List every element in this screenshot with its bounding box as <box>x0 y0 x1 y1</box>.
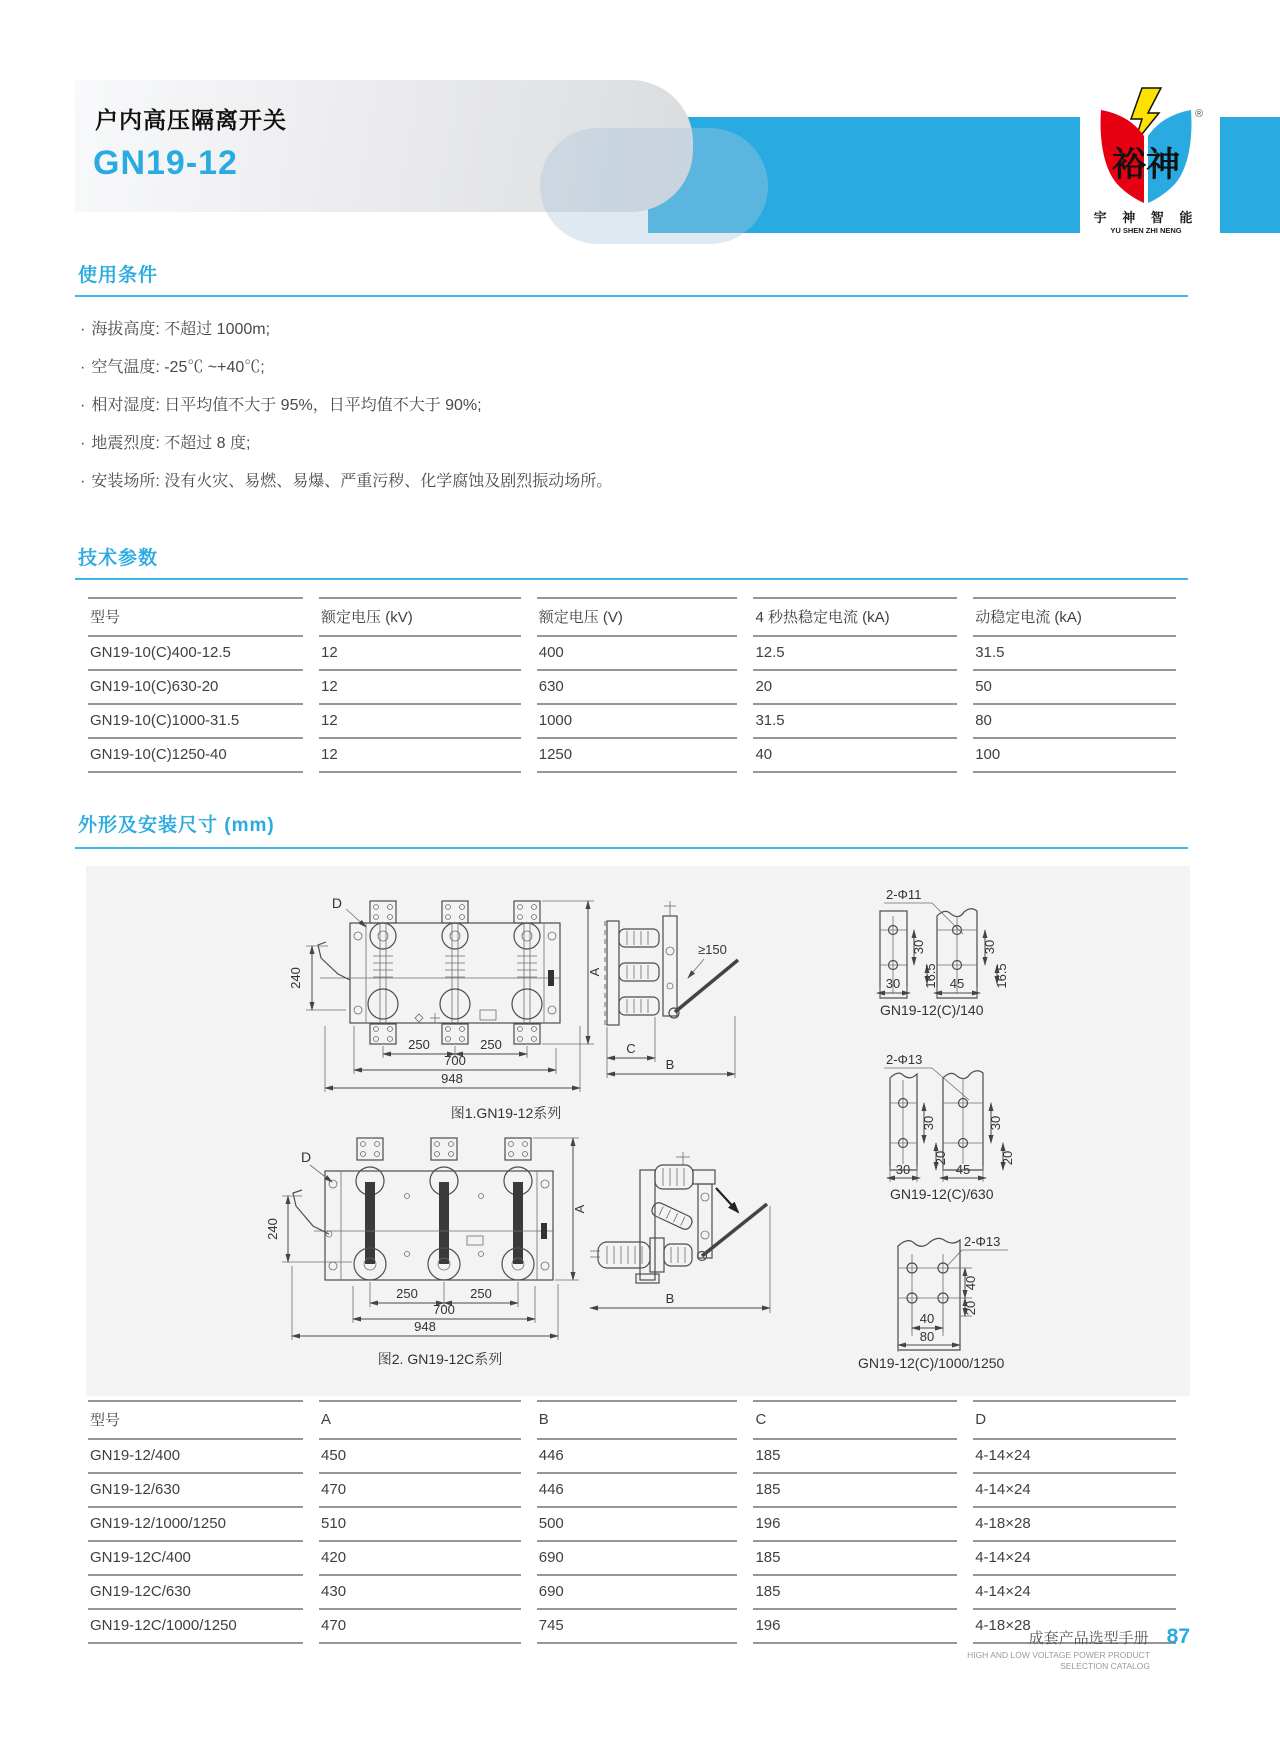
product-model-title: GN19-12 <box>93 144 238 182</box>
svg-text:250: 250 <box>480 1037 502 1052</box>
svg-text:45: 45 <box>949 976 965 991</box>
usage-section-title: 使用条件 <box>78 265 159 286</box>
table-cell: 196 <box>753 1508 957 1542</box>
usage-item <box>80 463 612 501</box>
dimensions-diagram-panel <box>86 866 1190 1396</box>
svg-text:20: 20 <box>963 1300 978 1316</box>
table-header-cell: A <box>319 1400 521 1440</box>
table-cell: 470 <box>319 1610 521 1644</box>
drill-template-140 <box>877 887 1009 1018</box>
dimensions-section-divider <box>75 847 1188 849</box>
fig1-caption: 图1.GN19-12系列 <box>450 1105 562 1121</box>
table-cell: GN19-12C/1000/1250 <box>88 1610 303 1644</box>
svg-text:30: 30 <box>921 1115 936 1131</box>
svg-text:20: 20 <box>933 1150 948 1166</box>
table-row <box>88 1576 1176 1610</box>
svg-text:40: 40 <box>919 1311 935 1326</box>
template-140-caption: GN19-12(C)/140 <box>880 1002 984 1018</box>
logo-name-cn: 宇 神 智 能 <box>1093 210 1199 225</box>
table-cell: GN19-10(C)630-20 <box>88 671 303 705</box>
svg-text:A: A <box>572 1204 587 1214</box>
tech-parameters-table <box>72 597 1192 773</box>
fig1-front-view <box>288 895 602 1121</box>
table-cell: 470 <box>319 1474 521 1508</box>
table-cell: 1000 <box>537 705 738 739</box>
footer-catalog-subtitle-line1: HIGH AND LOW VOLTAGE POWER PRODUCT <box>967 1650 1150 1660</box>
table-row <box>88 671 1176 705</box>
svg-text:D: D <box>300 1149 312 1165</box>
usage-item <box>80 387 612 425</box>
usage-item <box>80 349 612 387</box>
company-logo-graphic <box>1085 86 1207 236</box>
svg-text:2-Φ11: 2-Φ11 <box>886 887 922 902</box>
table-row <box>88 637 1176 671</box>
svg-text:B: B <box>665 1291 675 1306</box>
table-row <box>88 1542 1176 1576</box>
usage-item <box>80 425 612 463</box>
table-cell: 450 <box>319 1440 521 1474</box>
table-cell: 100 <box>973 739 1176 773</box>
table-row <box>88 739 1176 773</box>
fig2-side-view <box>590 1152 770 1313</box>
table-header-cell: 动稳定电流 (kA) <box>973 597 1176 637</box>
dimensions-section-title: 外形及安装尺寸 (mm) <box>78 815 275 836</box>
table-cell: 185 <box>753 1440 957 1474</box>
svg-text:D: D <box>331 895 342 911</box>
table-cell: 4-14×24 <box>973 1542 1176 1576</box>
table-cell: 4-18×28 <box>973 1508 1176 1542</box>
svg-text:240: 240 <box>265 1218 280 1240</box>
tech-section-title: 技术参数 <box>78 548 159 569</box>
table-cell: GN19-12C/630 <box>88 1576 303 1610</box>
svg-text:948: 948 <box>414 1319 436 1334</box>
svg-text:B: B <box>665 1057 675 1072</box>
svg-text:250: 250 <box>408 1037 430 1052</box>
logo-calligraphy: 裕神 <box>1112 145 1180 185</box>
footer-catalog-subtitle-line2: SELECTION CATALOG <box>1060 1660 1150 1671</box>
fig2-front-view <box>265 1138 587 1367</box>
table-cell: 4-14×24 <box>973 1440 1176 1474</box>
table-cell: GN19-10(C)1000-31.5 <box>88 705 303 739</box>
header-blue-right-block <box>1220 117 1280 233</box>
footer-catalog-subtitle <box>800 1650 1150 1671</box>
template-1000-1250-caption: GN19-12(C)/1000/1250 <box>858 1355 1005 1371</box>
usage-conditions-list <box>80 311 612 501</box>
table-header-cell: C <box>753 1400 957 1440</box>
dimensions-table <box>72 1400 1192 1644</box>
svg-text:A: A <box>587 967 602 977</box>
svg-text:30: 30 <box>982 939 997 955</box>
table-cell: 430 <box>319 1576 521 1610</box>
table-row <box>88 1440 1176 1474</box>
table-cell: 185 <box>753 1576 957 1610</box>
svg-text:2-Φ13: 2-Φ13 <box>964 1234 1001 1249</box>
usage-item-text: 空气温度: -25℃ ~+40℃; <box>91 359 265 376</box>
table-header-cell: 型号 <box>88 597 303 637</box>
table-header-cell: 型号 <box>88 1400 303 1440</box>
svg-text:948: 948 <box>441 1071 463 1086</box>
table-cell: 185 <box>753 1474 957 1508</box>
svg-text:≥150: ≥150 <box>698 942 727 957</box>
svg-text:30: 30 <box>911 939 926 955</box>
table-cell: GN19-10(C)400-12.5 <box>88 637 303 671</box>
svg-text:80: 80 <box>919 1329 935 1344</box>
table-header-cell: D <box>973 1400 1176 1440</box>
table-cell: GN19-12C/400 <box>88 1542 303 1576</box>
bullet-icon: · <box>80 359 86 376</box>
table-header-cell: 额定电压 (kV) <box>319 597 521 637</box>
table-cell: 40 <box>753 739 957 773</box>
table-cell: 12 <box>319 637 521 671</box>
table-row <box>88 1508 1176 1542</box>
table-cell: 50 <box>973 671 1176 705</box>
table-header-cell: 4 秒热稳定电流 (kA) <box>753 597 957 637</box>
table-cell: 745 <box>537 1610 738 1644</box>
svg-text:250: 250 <box>396 1286 418 1301</box>
usage-item-text: 相对湿度: 日平均值不大于 95%，日平均值不大于 90%; <box>91 397 482 414</box>
table-cell: 4-18×28 <box>973 1610 1176 1644</box>
fig1-side-view <box>605 901 738 1078</box>
bullet-icon: · <box>80 473 86 490</box>
svg-text:40: 40 <box>963 1275 978 1291</box>
svg-text:700: 700 <box>433 1302 455 1317</box>
tech-section-divider <box>75 578 1188 580</box>
table-header-cell: 额定电压 (V) <box>537 597 738 637</box>
table-cell: GN19-10(C)1250-40 <box>88 739 303 773</box>
bullet-icon: · <box>80 321 86 338</box>
technical-drawing <box>86 866 1190 1396</box>
table-cell: 630 <box>537 671 738 705</box>
svg-text:30: 30 <box>895 1162 911 1177</box>
bullet-icon: · <box>80 397 86 414</box>
svg-text:240: 240 <box>288 967 303 989</box>
table-cell: GN19-12/1000/1250 <box>88 1508 303 1542</box>
table-row <box>88 705 1176 739</box>
svg-text:30: 30 <box>988 1115 1003 1131</box>
table-cell: 4-14×24 <box>973 1576 1176 1610</box>
table-cell: 31.5 <box>753 705 957 739</box>
svg-text:250: 250 <box>470 1286 492 1301</box>
table-cell: 196 <box>753 1610 957 1644</box>
fig2-caption: 图2. GN19-12C系列 <box>377 1351 503 1367</box>
svg-text:16.5: 16.5 <box>923 963 938 989</box>
svg-text:45: 45 <box>955 1162 971 1177</box>
table-cell: GN19-12/400 <box>88 1440 303 1474</box>
svg-text:16.5: 16.5 <box>994 963 1009 989</box>
table-cell: 12 <box>319 705 521 739</box>
product-category-title: 户内高压隔离开关 <box>95 107 287 133</box>
table-cell: 446 <box>537 1474 738 1508</box>
footer <box>800 1625 1190 1649</box>
table-header-row <box>88 1400 1176 1440</box>
company-logo <box>1085 86 1207 236</box>
table-cell: 420 <box>319 1542 521 1576</box>
page-number: 87 <box>1166 1625 1190 1648</box>
svg-text:30: 30 <box>885 976 901 991</box>
table-cell: 400 <box>537 637 738 671</box>
table-cell: 20 <box>753 671 957 705</box>
table-cell: 500 <box>537 1508 738 1542</box>
table-cell: 80 <box>973 705 1176 739</box>
footer-catalog-title: 成套产品选型手册 <box>1028 1630 1149 1647</box>
usage-item-text: 地震烈度: 不超过 8 度; <box>91 435 251 452</box>
usage-item-text: 海拔高度: 不超过 1000m; <box>91 321 271 338</box>
table-cell: 1250 <box>537 739 738 773</box>
drill-template-630 <box>884 1052 1015 1202</box>
registered-mark-icon: ® <box>1194 108 1204 120</box>
table-row <box>88 1474 1176 1508</box>
usage-section-divider <box>75 295 1188 297</box>
logo-name-en: YU SHEN ZHI NENG <box>1110 226 1182 235</box>
svg-text:C: C <box>626 1041 636 1056</box>
table-cell: 690 <box>537 1542 738 1576</box>
usage-item <box>80 311 612 349</box>
table-cell: 12.5 <box>753 637 957 671</box>
table-header-cell: B <box>537 1400 738 1440</box>
table-cell: 446 <box>537 1440 738 1474</box>
usage-item-text: 安装场所: 没有火灾、易燃、易爆、严重污秽、化学腐蚀及剧烈振动场所。 <box>91 473 613 490</box>
template-630-caption: GN19-12(C)/630 <box>890 1186 994 1202</box>
table-cell: 4-14×24 <box>973 1474 1176 1508</box>
table-cell: 12 <box>319 739 521 773</box>
header-banner-glow <box>540 128 768 244</box>
svg-text:700: 700 <box>444 1053 466 1068</box>
table-cell: 690 <box>537 1576 738 1610</box>
table-cell: 185 <box>753 1542 957 1576</box>
table-header-row <box>88 597 1176 637</box>
bullet-icon: · <box>80 435 86 452</box>
table-cell: 510 <box>319 1508 521 1542</box>
table-cell: GN19-12/630 <box>88 1474 303 1508</box>
drill-template-1000-1250 <box>858 1234 1008 1371</box>
table-cell: 12 <box>319 671 521 705</box>
table-cell: 31.5 <box>973 637 1176 671</box>
svg-text:20: 20 <box>1000 1150 1015 1166</box>
svg-text:2-Φ13: 2-Φ13 <box>886 1052 923 1067</box>
